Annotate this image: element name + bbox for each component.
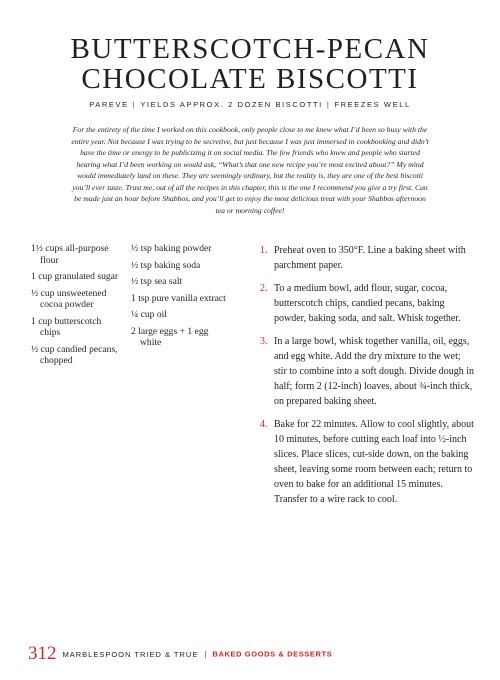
ingredient-item: 2 large eggs + 1 egg white — [131, 325, 209, 348]
step-text: To a medium bowl, add flour, sugar, cocoa, butterscotch chips, candied pecans, baking powder, baking soda, and salt. Whisk together. — [274, 283, 461, 324]
page-number: 312 — [28, 643, 57, 664]
recipe-tags — [0, 100, 500, 109]
step-number: 1. — [260, 245, 268, 256]
step-number: 2. — [260, 283, 268, 294]
tag-freezes: FREEZES WELL — [334, 100, 411, 109]
direction-step — [260, 243, 475, 273]
page-footer — [28, 643, 332, 665]
direction-step — [260, 281, 475, 326]
ingredient-item: 1 cup butterscotch chips — [31, 315, 102, 338]
ingredients-column-1 — [31, 243, 121, 372]
tag-pareve: PAREVE — [89, 100, 129, 109]
recipe-title-line2: CHOCOLATE BISCOTTI — [81, 63, 419, 95]
recipe-title-line1: BUTTERSCOTCH-PECAN — [70, 33, 430, 65]
step-text: Preheat oven to 350°F. Line a baking sheet with parchment paper. — [274, 245, 466, 271]
tag-separator: | — [132, 100, 137, 109]
ingredients-column-2 — [131, 243, 226, 354]
directions-list — [260, 243, 475, 515]
step-number: 3. — [260, 336, 268, 347]
ingredient-item: ½ cup unsweetened cocoa powder — [31, 287, 107, 310]
ingredient-item: ½ tsp baking powder — [131, 243, 212, 254]
direction-step — [260, 417, 475, 507]
tag-yield: YIELDS APPROX. 2 DOZEN BISCOTTI — [140, 100, 323, 109]
ingredient-item: ½ tsp sea salt — [131, 276, 183, 287]
step-text: Bake for 22 minutes. Allow to cool slightly, about 10 minutes, before cutting each loaf into ½-inch slices. Place slices, cut-side down, on the baking sheet, leaving some room between each; return to oven to bake for an additional 15 minutes. Transfer to a wire rack to cool. — [274, 419, 474, 505]
ingredient-item: ¼ cup oil — [131, 309, 167, 320]
recipe-title — [0, 34, 500, 94]
direction-step — [260, 334, 475, 409]
ingredient-item: ½ cup candied pecans, chopped — [31, 343, 118, 366]
recipe-intro: For the entirety of the time I worked on this cookbook, only people close to me knew what I’d been so busy with the entire year. Not because I was trying to be secretive, but just because I was just immersed in cookbooking and didn’t have the time or energy to be publicizing it on social media. The few friends who knew and people who started hearing what I’d been working on would ask, “What’s that one new recipe you’re most excited about?” My mind would immediately land on these. They are seemingly ordinary, but the reality is, they are one of the best biscotti you’ll ever taste. Trust me, out of all the recipes in this chapter, this is the one I recommend you give a try first. Can be made just an hour before Shabbos, and you’ll get to enjoy the most delicious treat with your Shabbos afternoon tea or morning coffee! — [71, 125, 429, 215]
footer-separator: | — [204, 649, 207, 659]
ingredient-item: 1 tsp pure vanilla extract — [131, 292, 226, 304]
ingredient-item: 1 cup granulated sugar — [31, 271, 119, 282]
footer-book-title: MARBLESPOON TRIED & TRUE — [62, 649, 199, 659]
footer-section-name: BAKED GOODS & DESSERTS — [212, 649, 333, 659]
ingredient-item: ½ tsp baking soda — [131, 259, 201, 271]
step-number: 4. — [260, 419, 268, 430]
ingredient-item: 1½ cups all-purpose flour — [31, 243, 109, 266]
step-text: In a large bowl, whisk together vanilla, oil, eggs, and egg white. Add the dry mixture to the wet; stir to combine into a soft dough. Divide dough in half; form 2 (12-inch) loaves, about ¾-inch thick, on prepared baking sheet. — [274, 336, 474, 407]
tag-separator: | — [326, 100, 331, 109]
